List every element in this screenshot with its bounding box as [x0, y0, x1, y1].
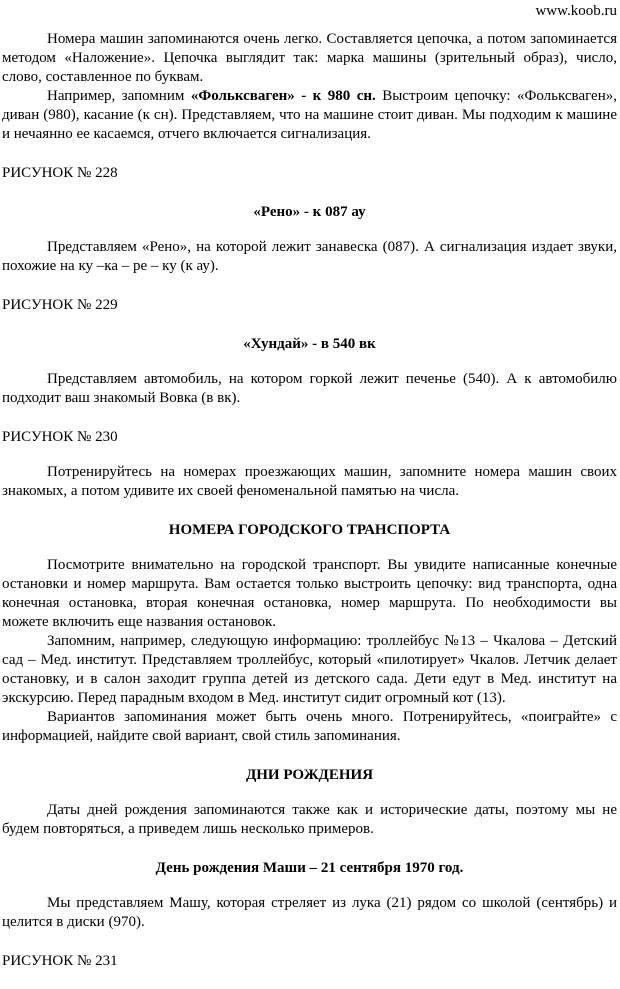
- heading-birthdays: ДНИ РОЖДЕНИЯ: [245, 767, 374, 783]
- paragraph-example-volkswagen: [2, 87, 617, 144]
- example-reno: «Рено» - к 087 ау: [253, 204, 366, 220]
- figure-caption-230: РИСУНОК № 230: [2, 429, 118, 445]
- heading-city-transport: НОМЕРА ГОРОДСКОГО ТРАНСПОРТА: [168, 522, 451, 538]
- figure-caption-231: РИСУНОК № 231: [2, 953, 118, 969]
- figure-caption-228: РИСУНОК № 228: [2, 165, 118, 181]
- paragraph-example-suffix: Выстроим цепочку: «Фольксваген», диван (980), касание (к сн). Представляем, что на машине стоит диван. Мы подходим к машине и нечаянно ее касаемся, отчего включается сигнализация.: [2, 88, 617, 142]
- paragraph-example-prefix: Например, запомним: [47, 88, 191, 104]
- paragraph-reno: Представляем «Рено», на которой лежит занавеска (087). А сигнализация издает звуки, похожие на ку –ка – ре – ку (к ау).: [2, 239, 617, 274]
- paragraph-intro: Номера машин запоминаются очень легко. Составляется цепочка, а потом запоминается методом «Наложение». Цепочка выглядит так: марка машины (зрительный образ), число, слово, составленное по буквам.: [2, 31, 617, 85]
- figure-caption-229: РИСУНОК № 229: [2, 297, 118, 313]
- paragraph-practice: Потренируйтесь на номерах проезжающих машин, запомните номера машин своих знакомых, а потом удивите их своей феноменальной памятью на числа.: [2, 464, 617, 499]
- example-volkswagen: «Фольксваген» - к 980 сн.: [190, 88, 376, 104]
- example-hyundai: «Хундай» - в 540 вк: [243, 336, 376, 352]
- paragraph-masha: Мы представляем Машу, которая стреляет из лука (21) рядом со школой (сентябрь) и целится в диски (970).: [2, 895, 617, 930]
- paragraph-transport-intro: Посмотрите внимательно на городской транспорт. Вы увидите написанные конечные остановки и номер маршрута. Вам остается только выстроить цепочку: вид транспорта, одна конечная остановка, вторая конечная остановка, номер маршрута. По необходимости вы можете включить еще названия остановок.: [2, 557, 617, 630]
- site-url[interactable]: www.koob.ru: [535, 3, 617, 19]
- paragraph-birthdays-intro: Даты дней рождения запоминаются также как и исторические даты, поэтому мы не будем повторяться, а приведем лишь несколько примеров.: [2, 802, 617, 837]
- paragraph-trolleybus-example: Запомним, например, следующую информацию: троллейбус №13 – Чкалова – Детский сад – Мед. институт. Представляем троллейбус, который «пилотирует» Чкалов. Летчик делает остановку, и в салон заходит группа детей из детского сада. Дети едут в Мед. институт на экскурсию. Перед парадным входом в Мед. институт сидит огромный кот (13).: [2, 633, 617, 706]
- paragraph-hyundai: Представляем автомобиль, на котором горкой лежит печенье (540). А к автомобилю подходит ваш знакомый Вовка (в вк).: [2, 371, 617, 406]
- example-masha-birthday: День рождения Маши – 21 сентября 1970 год.: [155, 860, 464, 876]
- paragraph-variants: Вариантов запоминания может быть очень много. Потренируйтесь, «поиграйте» с информацией, найдите свой вариант, свой стиль запоминания.: [2, 709, 617, 744]
